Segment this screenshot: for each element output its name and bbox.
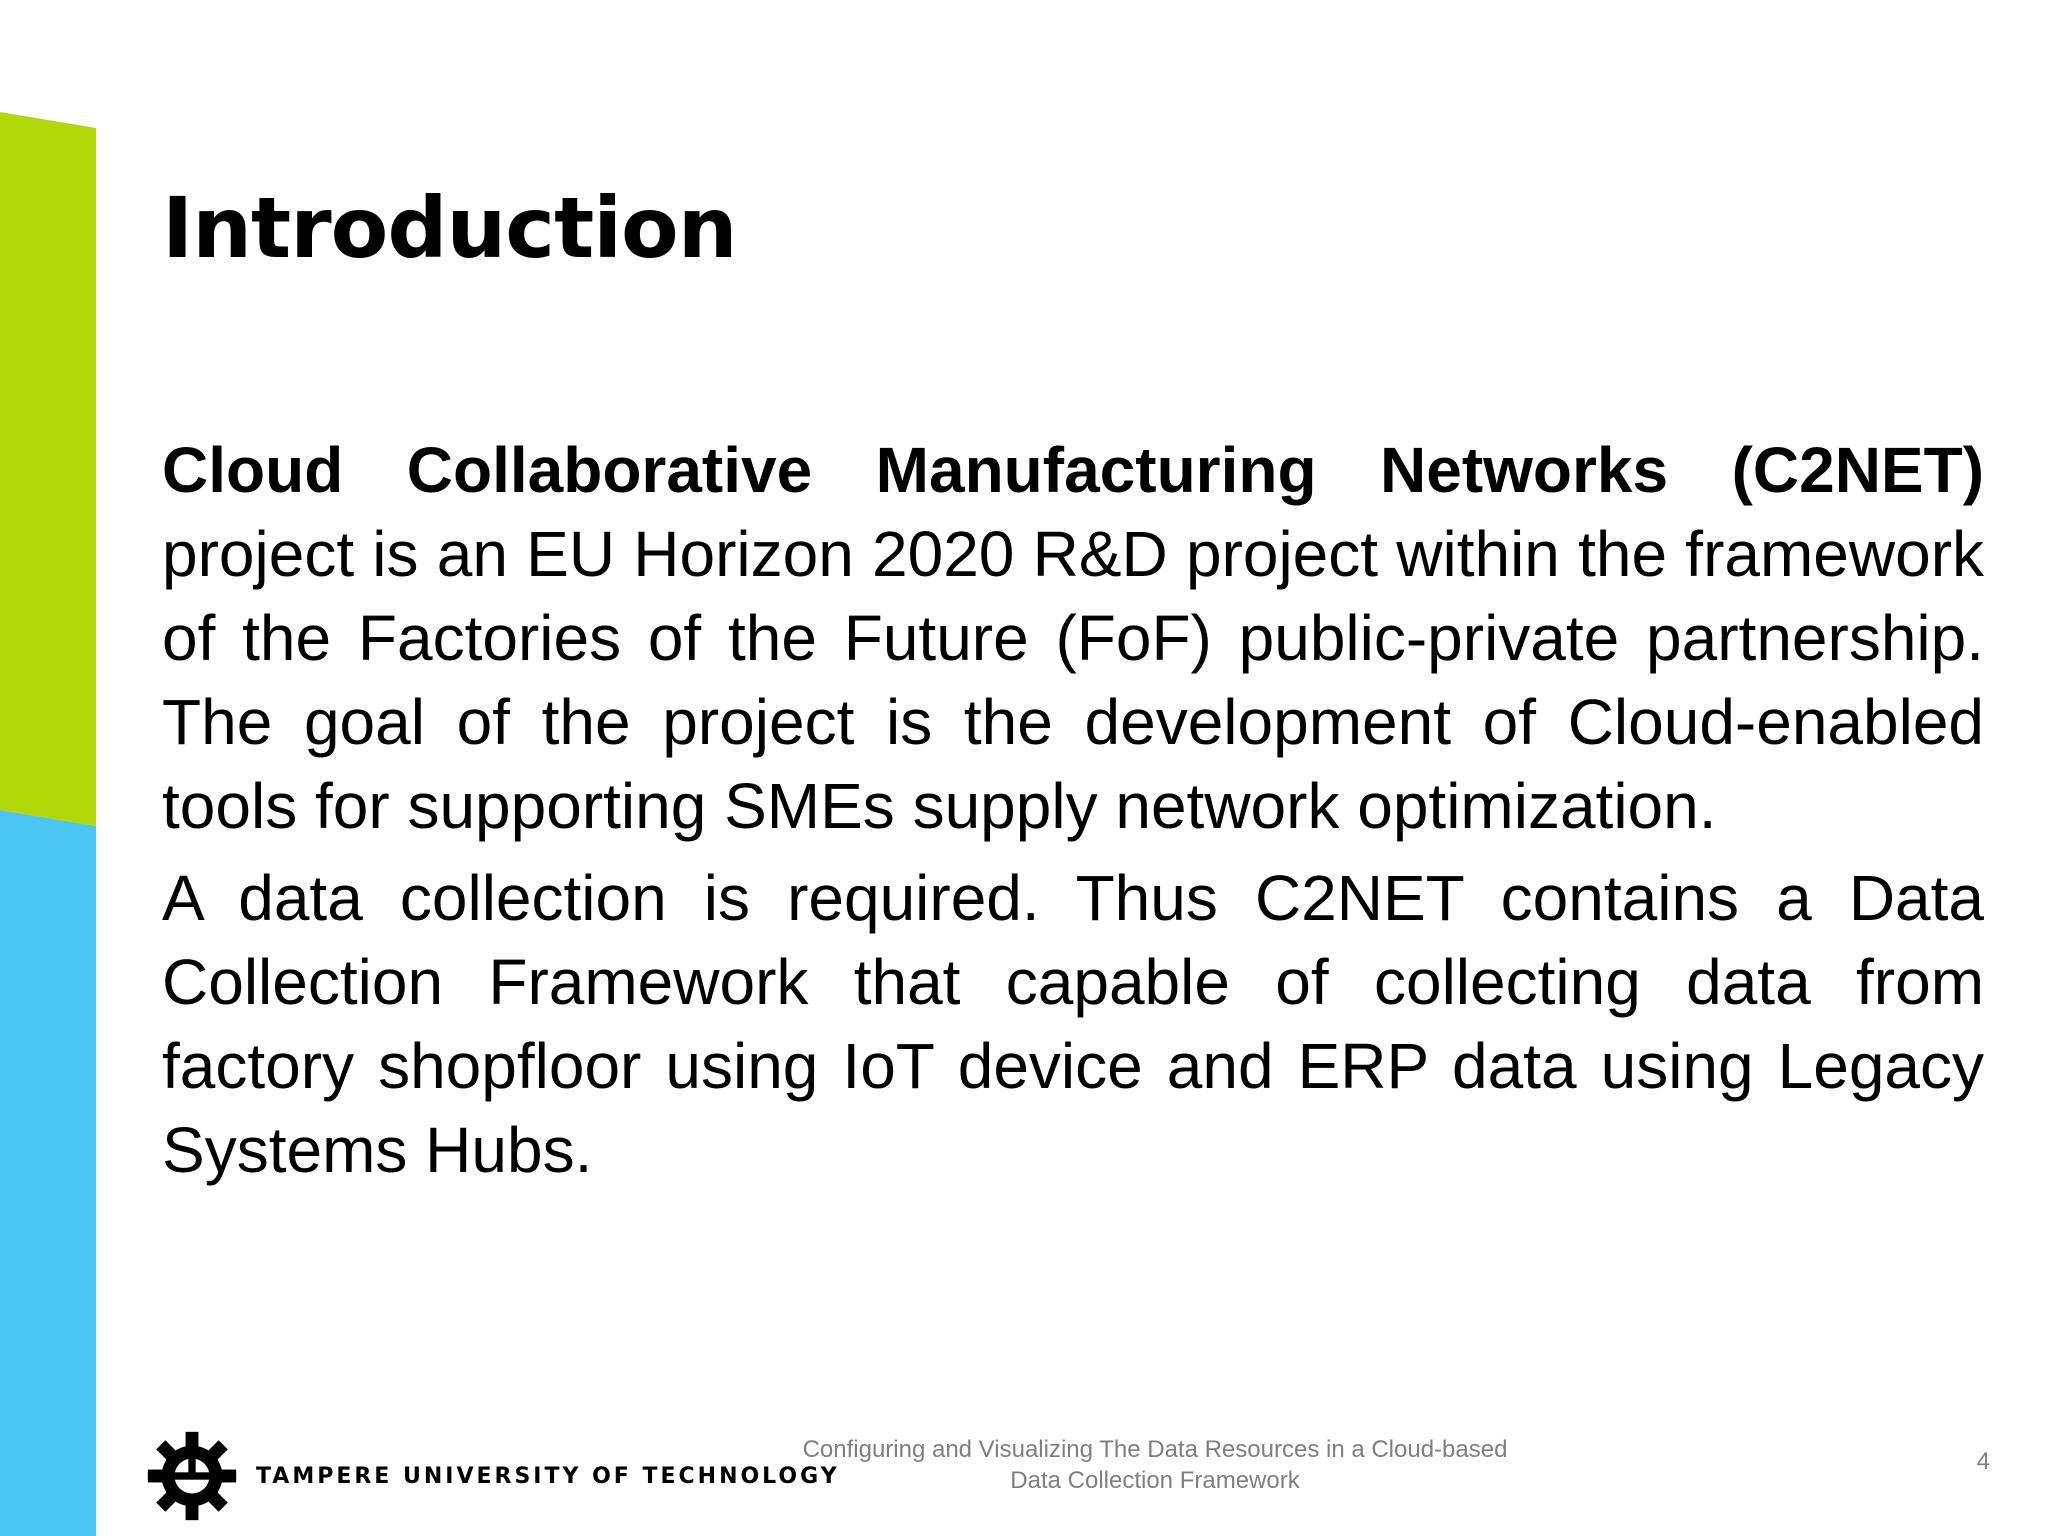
paragraph-project-text: project is an EU Horizon 2020 R&D project within the framework of the Factories of the Future (FoF) public-private partnership. The goal of the project is the development of Cloud-enabled tools for supporting SMEs supply network optimization. — [162, 518, 1984, 842]
slide-title: Introduction — [162, 179, 737, 277]
page-number: 4 — [1976, 1448, 1990, 1475]
presentation-title: Configuring and Visualizing The Data Resources in a Cloud-based Data Collection Framework — [802, 1436, 1508, 1494]
project-name: Cloud Collaborative Manufacturing Networks (C2NET) — [162, 434, 1984, 506]
university-name: TAMPERE UNIVERSITY OF TECHNOLOGY — [256, 1463, 840, 1489]
side-color-band — [0, 0, 96, 1536]
gear-icon — [146, 1430, 238, 1522]
side-band-green — [0, 112, 96, 826]
side-band-blue — [0, 810, 96, 1536]
paragraph-data-collection — [162, 856, 1984, 1192]
paragraph-project — [162, 428, 1984, 848]
slide-body — [162, 428, 1984, 1200]
university-logo — [146, 1420, 840, 1532]
paragraph-data-collection-text: A data collection is required. Thus C2NET contains a Data Collection Framework that capable of collecting data from factory shopfloor using IoT device and ERP data using Legacy Systems Hubs. — [162, 862, 1984, 1186]
